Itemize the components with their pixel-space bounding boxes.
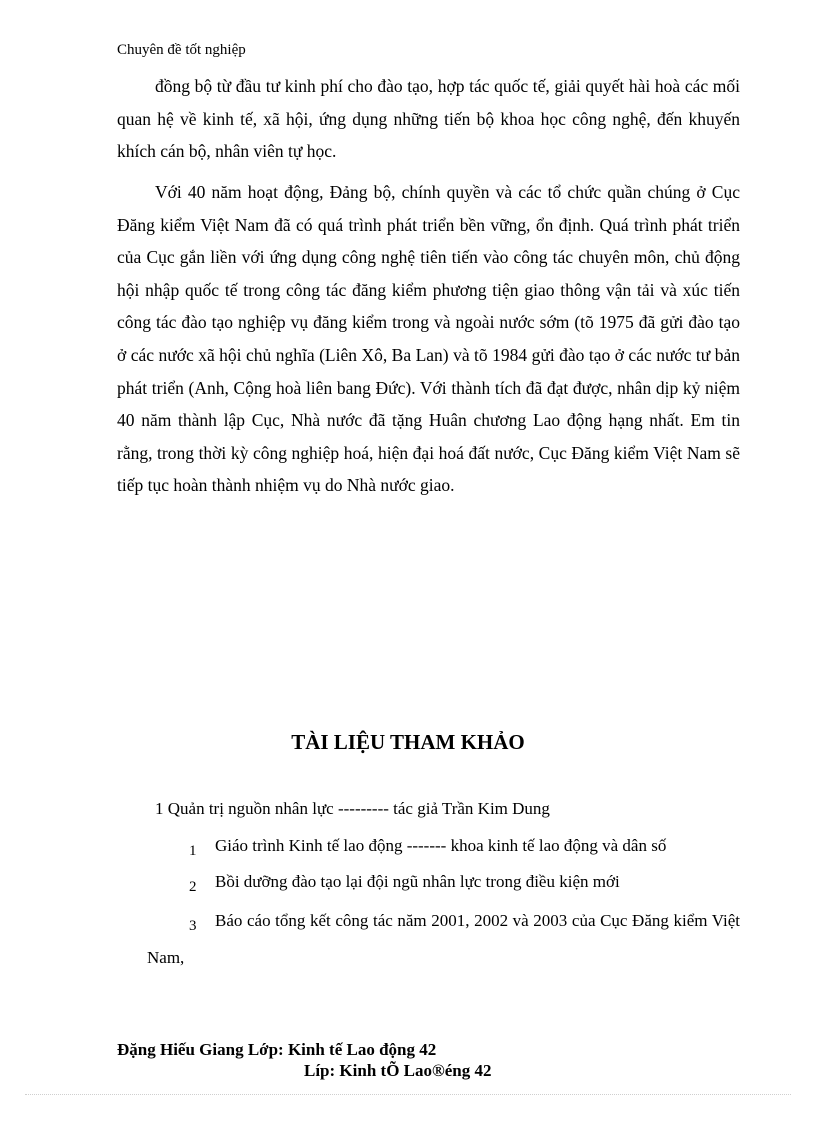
reference-text: Quản trị nguồn nhân lực --------- tác giả Trần Kim Dung: [167, 799, 550, 818]
reference-text: Bồi dưỡng đào tạo lại đội ngũ nhân lực trong điều kiện mới: [215, 872, 620, 891]
paragraph-text: Với 40 năm hoạt động, Đảng bộ, chính quyền và các tổ chức quần chúng ở Cục Đăng kiểm Việt Nam đã có quá trình phát triển bền vững, ổn định. Quá trình phát triển của Cục gắn liền với ứng dụng công nghệ tiên tiến vào công tác chuyên môn, chủ động hội nhập quốc tế trong công tác đăng kiểm phương tiện giao thông vận tải và xúc tiến công tác đào tạo nghiệp vụ đăng kiểm trong và ngoài nước sớm (tõ 1975 đã gửi đào tạo ở các nước xã hội chủ nghĩa (Liên Xô, Ba Lan) và tõ 1984 gửi đào tạo ở các nước tư bản phát triển (Anh, Cộng hoà liên bang Đức). Với thành tích đã đạt được, nhân dịp kỷ niệm 40 năm thành lập Cục, Nhà nước đã tặng Huân chương Lao động hạng nhất. Em tin rằng, trong thời kỳ công nghiệp hoá, hiện đại hoá đất nước, Cục Đăng kiểm Việt Nam sẽ tiếp tục hoàn thành nhiệm vụ do Nhà nước giao.: [117, 182, 740, 496]
class-footer-garbled: Líp: Kinh tÕ Lao®éng 42: [304, 1061, 492, 1080]
reference-number: 1: [155, 799, 164, 818]
reference-number: 3: [189, 918, 197, 934]
reference-item: [155, 799, 550, 819]
reference-item: [147, 905, 740, 974]
reference-number: 1: [189, 843, 197, 859]
reference-item: [189, 836, 666, 860]
paragraph-history: [117, 176, 740, 502]
running-header: Chuyên đề tốt nghiệp: [117, 42, 246, 58]
continued-paragraph: [117, 70, 740, 168]
reference-item: [189, 872, 620, 896]
page-bottom-divider: [25, 1094, 791, 1095]
reference-number: 2: [189, 879, 197, 895]
paragraph-text: đồng bộ từ đầu tư kinh phí cho đào tạo, hợp tác quốc tế, giải quyết hài hoà các mối quan hệ về kinh tế, xã hội, ứng dụng những tiến bộ khoa học công nghệ, đến khuyến khích cán bộ, nhân viên tự học.: [117, 76, 740, 162]
author-footer: Đặng Hiếu Giang Lớp: Kinh tế Lao động 42: [117, 1040, 437, 1059]
reference-text: Báo cáo tổng kết công tác năm 2001, 2002 và 2003 của Cục Đăng kiểm Việt Nam,: [147, 911, 740, 967]
reference-text: Giáo trình Kinh tế lao động ------- khoa kinh tế lao động và dân số: [215, 836, 667, 855]
references-heading: TÀI LIỆU THAM KHẢO: [291, 730, 525, 754]
